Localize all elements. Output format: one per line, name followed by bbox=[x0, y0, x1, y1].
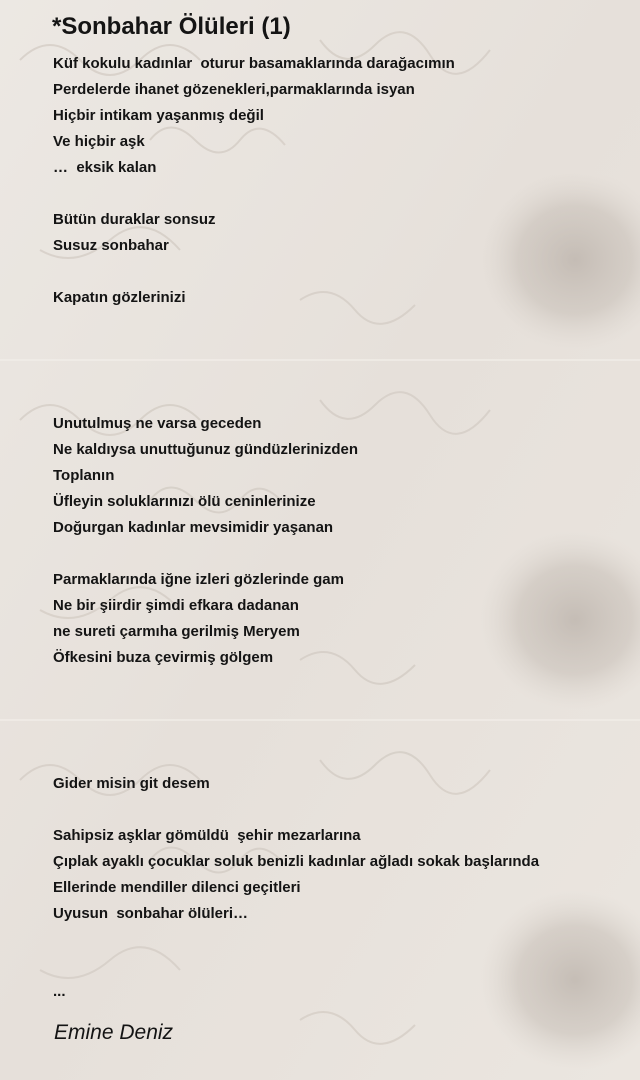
poem-line: Üfleyin soluklarınızı ölü ceninlerinize bbox=[53, 493, 316, 510]
poem-line: Ne bir şiirdir şimdi efkara dadanan bbox=[53, 597, 299, 614]
poem-line: Küf kokulu kadınlar oturur basamaklarında darağacımın bbox=[53, 55, 455, 72]
poem-line: Ve hiçbir aşk bbox=[53, 133, 145, 150]
poem-line: Ellerinde mendiller dilenci geçitleri bbox=[53, 879, 301, 896]
poem-line: Toplanın bbox=[53, 467, 115, 484]
poem-line: Gider misin git desem bbox=[53, 775, 210, 792]
poem-line: Unutulmuş ne varsa geceden bbox=[53, 415, 262, 432]
poem-line: Hiçbir intikam yaşanmış değil bbox=[53, 107, 264, 124]
poem-line: Parmaklarında iğne izleri gözlerinde gam bbox=[53, 571, 344, 588]
poem-title: *Sonbahar Ölüleri (1) bbox=[52, 13, 291, 40]
poem-line: … eksik kalan bbox=[53, 159, 157, 176]
poem-line: Bütün duraklar sonsuz bbox=[53, 211, 216, 228]
poem-line: Ne kaldıysa unuttuğunuz gündüzlerinizden bbox=[53, 441, 359, 458]
poem-line: Uyusun sonbahar ölüleri… bbox=[53, 905, 249, 922]
poem-line: Öfkesini buza çevirmiş gölgem bbox=[53, 649, 274, 666]
poem-line: ne sureti çarmıha gerilmiş Meryem bbox=[53, 623, 300, 640]
poem-line: Susuz sonbahar bbox=[53, 237, 169, 254]
poem-line: Doğurgan kadınlar mevsimidir yaşanan bbox=[53, 519, 334, 536]
poem-line: Kapatın gözlerinizi bbox=[53, 289, 186, 306]
poem-line: Sahipsiz aşklar gömüldü şehir mezarlarına bbox=[53, 827, 361, 844]
poem-line: Çıplak ayaklı çocuklar soluk benizli kadınlar ağladı sokak başlarında bbox=[53, 853, 540, 870]
poem-line: ... bbox=[53, 983, 66, 1000]
poem-line: Perdelerde ihanet gözenekleri,parmaklarında isyan bbox=[53, 81, 415, 98]
poem-author: Emine Deniz bbox=[54, 1021, 174, 1044]
